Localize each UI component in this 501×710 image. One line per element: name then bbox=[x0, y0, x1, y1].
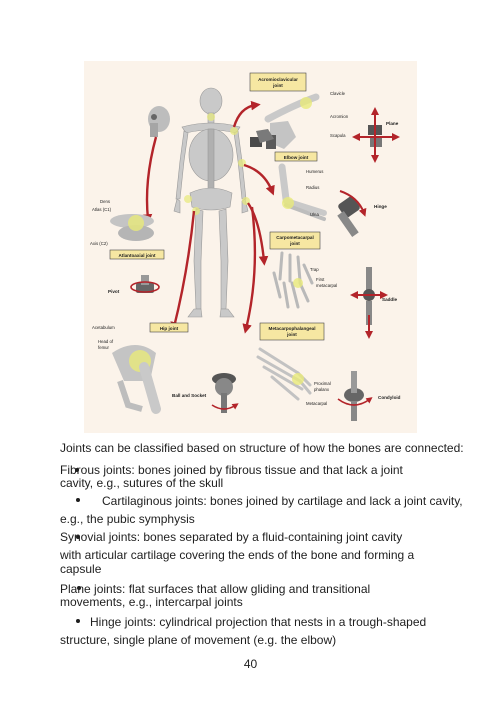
label-acromioclavicular-line1: Acromioclavicular bbox=[258, 77, 298, 82]
label-trap: Trap bbox=[310, 267, 319, 272]
cartilaginous-line1: Cartilaginous joints: bones joined by cartilage and lack a joint cavity, bbox=[102, 494, 463, 508]
arrow-atlantoaxial bbox=[147, 137, 156, 219]
label-acetabulum: Acetabulum bbox=[92, 325, 115, 330]
fibrous-line2: cavity, e.g., sutures of the skull bbox=[60, 476, 224, 490]
label-saddle: Saddle bbox=[382, 297, 398, 302]
arrow-hip bbox=[174, 211, 194, 327]
label-proximal-phalanx-line2: phalanx bbox=[314, 387, 330, 392]
label-axis: Axis (C2) bbox=[90, 241, 108, 246]
label-radius: Radius bbox=[306, 185, 320, 190]
synovial-line1: Synovial joints: bones separated by a fluid-containing joint cavity bbox=[60, 530, 403, 544]
label-hinge: Hinge bbox=[374, 204, 387, 209]
label-metacarpal: Metacarpal bbox=[306, 401, 328, 406]
shoulder-joint-illustration bbox=[250, 97, 316, 149]
hip-illustration bbox=[112, 345, 156, 409]
label-hip-joint: Hip joint bbox=[159, 326, 179, 331]
label-atlas: Atlas (C1) bbox=[92, 207, 112, 212]
label-metacarpophalangeal-line2: joint bbox=[287, 332, 297, 337]
bullet-dot-cartilaginous bbox=[76, 498, 80, 502]
ball-and-socket-model bbox=[212, 373, 236, 413]
label-head-of-femur-line2: femur bbox=[98, 345, 109, 350]
label-elbow-joint: Elbow joint bbox=[283, 155, 309, 160]
label-ulna: Ulna bbox=[310, 212, 319, 217]
label-proximal-phalanx-line1: Proximal bbox=[314, 381, 331, 386]
joint-types-figure bbox=[84, 61, 417, 433]
joint-types-illustration bbox=[84, 61, 417, 433]
label-clavicle: Clavicle bbox=[330, 91, 346, 96]
hinge-joint-model bbox=[337, 191, 364, 237]
finger-bones-illustration bbox=[258, 349, 310, 399]
label-dens: Dens bbox=[100, 199, 111, 204]
label-first-metacarpal-line2: metacarpal bbox=[316, 283, 338, 288]
plane-line1: Plane joints: flat surfaces that allow gliding and transitional bbox=[60, 582, 371, 596]
label-carpometacarpal-line2: joint bbox=[290, 241, 300, 246]
label-metacarpophalangeal-line1: Metacarpophalangeal bbox=[268, 326, 316, 331]
synovial-line3: capsule bbox=[60, 562, 102, 576]
page-number: 40 bbox=[243, 657, 258, 671]
hinge-line2: structure, single plane of movement (e.g. the elbow) bbox=[60, 633, 337, 647]
cartilaginous-line2: e.g., the pubic symphysis bbox=[60, 512, 195, 526]
label-scapula: Scapula bbox=[330, 133, 346, 138]
label-humerus: Humerus bbox=[306, 169, 324, 174]
plane-joint-model bbox=[356, 111, 396, 159]
plane-line2: movements, e.g., intercarpal joints bbox=[60, 595, 243, 609]
pivot-joint-model bbox=[131, 275, 159, 293]
saddle-joint-model bbox=[354, 267, 384, 335]
label-carpometacarpal-line1: Carpometacarpal bbox=[276, 235, 314, 240]
label-pivot: Pivot bbox=[108, 289, 120, 294]
label-head-of-femur-line1: Head of bbox=[98, 339, 114, 344]
fibrous-line1: Fibrous joints: bones joined by fibrous tissue and that lack a joint bbox=[60, 463, 403, 477]
intro-paragraph: Joints can be classified based on structure of how the bones are connected: bbox=[60, 441, 464, 455]
arrow-elbow bbox=[244, 165, 272, 191]
bullet-dot-hinge bbox=[76, 619, 80, 623]
label-condyloid: Condyloid bbox=[378, 395, 401, 400]
label-ball-and-socket: Ball and Socket bbox=[172, 393, 207, 398]
condyloid-joint-model bbox=[338, 371, 370, 421]
label-atlantoaxial: Atlantoaxial joint bbox=[118, 253, 156, 258]
skull-illustration bbox=[148, 106, 170, 137]
hinge-line1: Hinge joints: cylindrical projection that nests in a trough-shaped bbox=[90, 615, 427, 629]
label-first-metacarpal-line1: First bbox=[316, 277, 325, 282]
arrow-acromioclavicular bbox=[234, 105, 256, 127]
label-acromioclavicular-line2: joint bbox=[273, 83, 283, 88]
arrow-metacarpophalangeal bbox=[246, 207, 255, 329]
label-acromion: Acromion bbox=[330, 114, 349, 119]
label-plane: Plane bbox=[386, 121, 399, 126]
hand-illustration bbox=[274, 253, 312, 307]
synovial-line2: with articular cartilage covering the ends of the bone and forming a bbox=[60, 548, 415, 562]
cervical-vertebrae-illustration bbox=[110, 214, 154, 241]
